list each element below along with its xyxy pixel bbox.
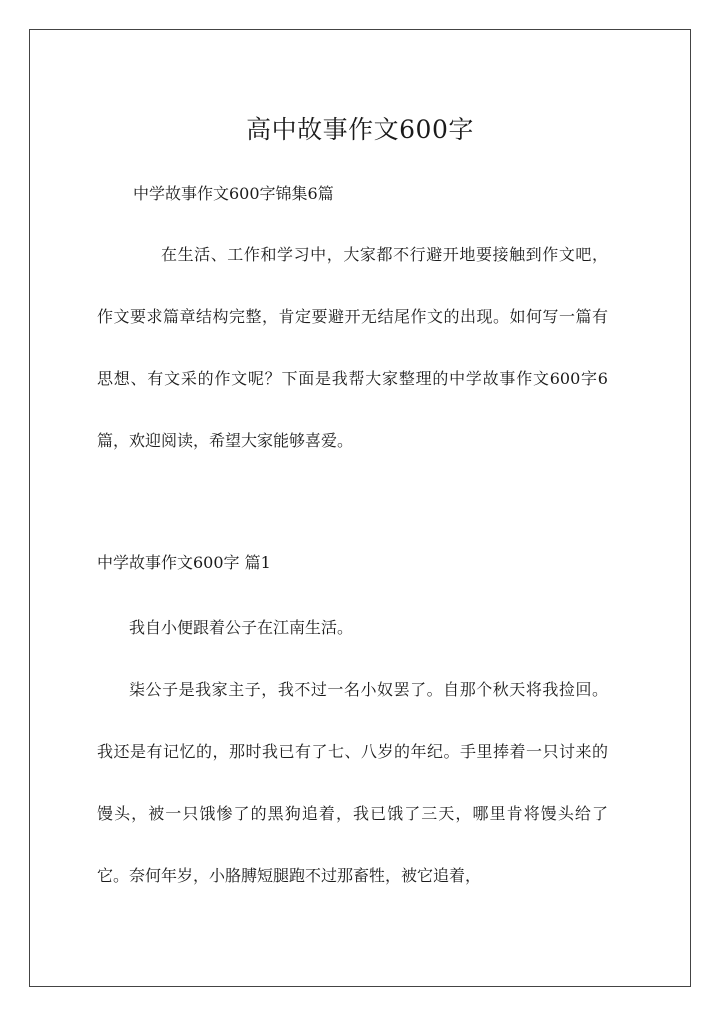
- body-paragraph-2: 柒公子是我家主子，我不过一名小奴罢了。自那个秋天将我捡回。我还是有记忆的，那时我已有了七、八岁的年纪。手里捧着一只讨来的馒头，被一只饿惨了的黑狗追着，我已饿了三天，哪里肯将馒头给了它。奈何年岁，小胳膊短腿跑不过那畜牲，被它追着，: [97, 680, 608, 885]
- section-heading: 中学故事作文600字 篇1: [97, 553, 271, 572]
- body-paragraph-1: 我自小便跟着公子在江南生活。: [129, 618, 354, 637]
- intro-paragraph: 在生活、工作和学习中，大家都不行避开地要接触到作文吧，作文要求篇章结构完整，肯定要避开无结尾作文的出现。如何写一篇有思想、有文采的作文呢？下面是我帮大家整理的中学故事作文600字6篇，欢迎阅读，希望大家能够喜爱。: [97, 245, 608, 450]
- document-title: 高中故事作文600字: [246, 115, 474, 144]
- document-subtitle: 中学故事作文600字锦集6篇: [133, 184, 334, 203]
